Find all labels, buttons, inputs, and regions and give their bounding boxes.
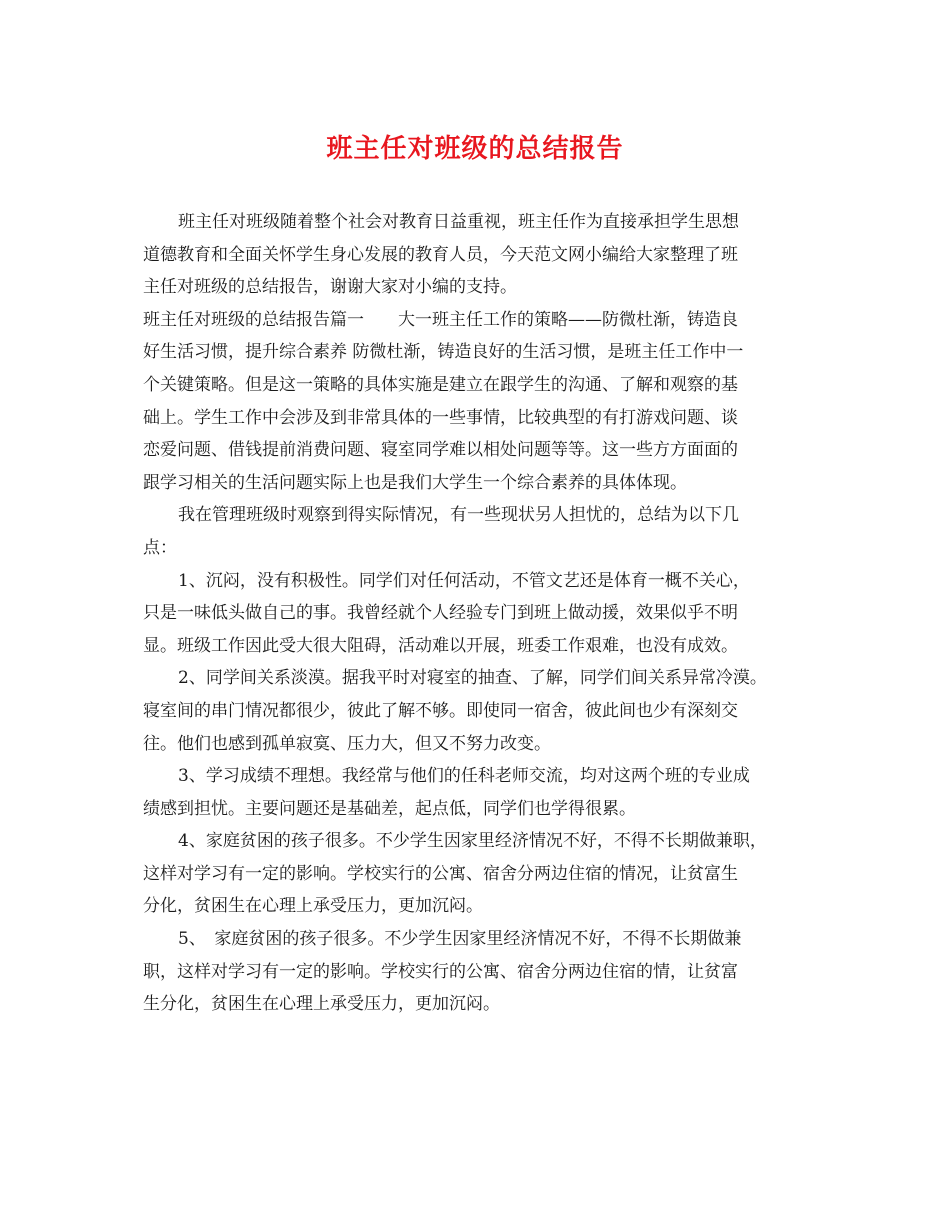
body-line: 分化，贫困生在心理上承受压力，更加沉闷。	[143, 896, 483, 917]
body-line: 跟学习相关的生活问题实际上也是我们大学生一个综合素养的具体体现。	[143, 472, 687, 493]
body-line: 生分化，贫困生在心理上承受压力，更加沉闷。	[143, 994, 500, 1015]
body-line: 恋爱问题、借钱提前消费问题、寝室同学难以相处问题等等。这一些方方面面的	[143, 440, 738, 461]
body-line: 2、同学间关系淡漠。据我平时对寝室的抽查、了解，同学们间关系异常冷漠。	[178, 668, 767, 689]
body-line: 往。他们也感到孤单寂寞、压力大，但又不努力改变。	[143, 733, 551, 754]
body-line: 显。班级工作因此受大很大阻碍，活动难以开展，班委工作艰难，也没有成效。	[143, 635, 738, 656]
body-line: 1、沉闷，没有积极性。同学们对任何活动，不管文艺还是体育一概不关心，	[178, 570, 750, 591]
body-line: 道德教育和全面关怀学生身心发展的教育人员，今天范文网小编给大家整理了班	[143, 244, 738, 265]
document-title: 班主任对班级的总结报告	[326, 134, 624, 164]
body-line: 绩感到担忧。主要问题还是基础差，起点低，同学们也学得很累。	[143, 798, 636, 819]
body-line: 我在管理班级时观察到得实际情况，有一些现状另人担忧的，总结为以下几	[178, 505, 739, 526]
body-line: 础上。学生工作中会涉及到非常具体的一些事情，比较典型的有打游戏问题、谈	[143, 407, 738, 428]
body-line: 3、学习成绩不理想。我经常与他们的任科老师交流，均对这两个班的专业成	[178, 766, 750, 787]
body-line: 个关键策略。但是这一策略的具体实施是建立在跟学生的沟通、了解和观察的基	[143, 374, 738, 395]
body-line: 职，这样对学习有一定的影响。学校实行的公寓、宿舍分两边住宿的情，让贫富	[143, 961, 738, 982]
body-line: 寝室间的串门情况都很少，彼此了解不够。即使同一宿舍，彼此间也少有深刻交	[143, 700, 738, 721]
body-line: 这样对学习有一定的影响。学校实行的公寓、宿舍分两边住宿的情况，让贫富生	[143, 863, 738, 884]
body-line: 班主任对班级随着整个社会对教育日益重视，班主任作为直接承担学生思想	[178, 212, 739, 232]
body-line: 点：	[143, 537, 177, 558]
document-body	[143, 206, 813, 1021]
body-line: 只是一味低头做自己的事。我曾经就个人经验专门到班上做动援，效果似乎不明	[143, 603, 738, 624]
body-line: 5、 家庭贫困的孩子很多。不少学生因家里经济情况不好，不得不长期做兼	[178, 929, 742, 950]
body-line: 班主任对班级的总结报告篇一 大一班主任工作的策略——防微杜渐，铸造良	[143, 309, 738, 330]
body-line: 好生活习惯，提升综合素养 防微杜渐，铸造良好的生活习惯，是班主任工作中一	[143, 342, 744, 363]
body-line: 主任对班级的总结报告，谢谢大家对小编的支持。	[143, 277, 517, 298]
body-line: 4、家庭贫困的孩子很多。不少学生因家里经济情况不好，不得不长期做兼职，	[178, 831, 767, 852]
